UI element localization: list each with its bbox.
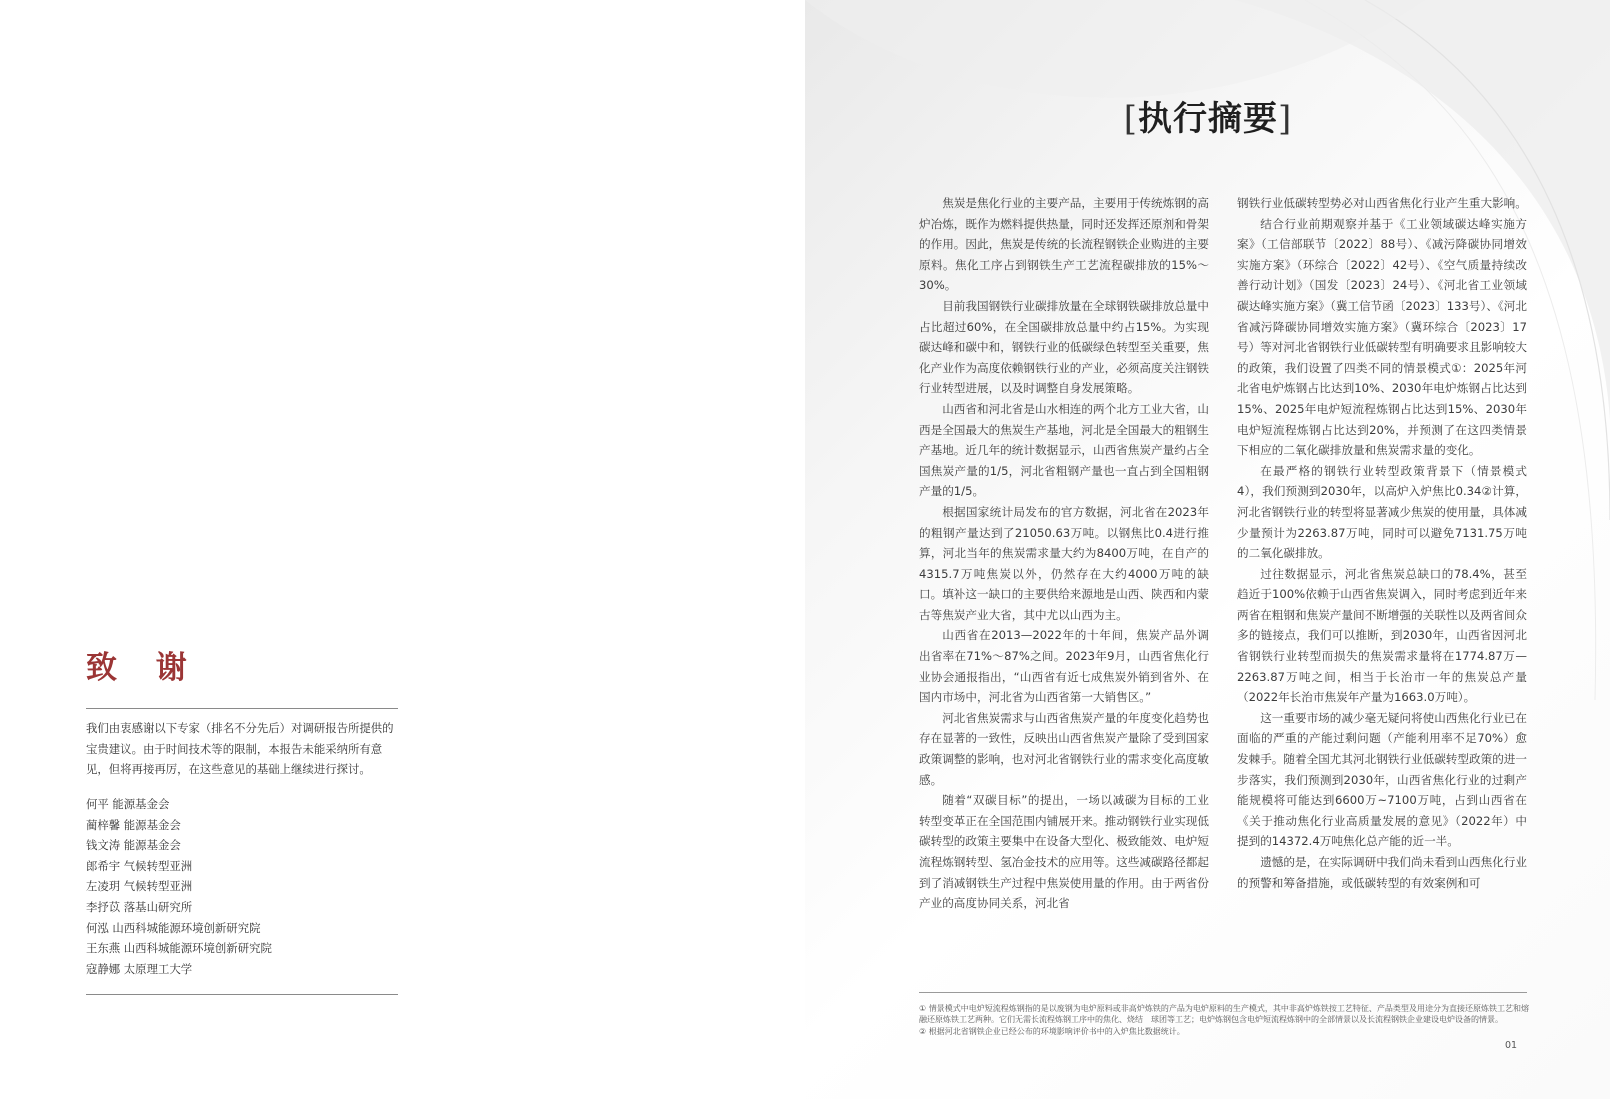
summary-paragraph: 山西省和河北省是山水相连的两个北方工业大省，山西是全国最大的焦炭生产基地，河北是全国最大的粗钢生产基地。近几年的统计数据显示，山西省焦炭产量约占全国焦炭产量的1/5，河北省粗钢产量也一直占到全国粗钢产量的1/5。	[919, 401, 1209, 499]
acknowledgement-title: 致 谢	[86, 650, 201, 686]
summary-paragraph: 焦炭是焦化行业的主要产品，主要用于传统炼钢的高炉冶炼，既作为燃料提供热量，同时还发挥还原剂和骨架的作用。因此，焦炭是传统的长流程钢铁企业购进的主要原料。焦化工序占到钢铁生产工艺流程碳排放的15%～30%。	[919, 196, 1209, 293]
expert-item: 李抒苡 落基山研究所	[86, 899, 193, 914]
summary-paragraph: 过往数据显示，河北省焦炭总缺口的78.4%，甚至趋近于100%依赖于山西省焦炭调入，同时考虑到近年来两省在粗钢和焦炭产量间不断增强的关联性以及两省间众多的链接点，我们可以推断，到2030年，山西省因河北省钢铁行业转型而损失的焦炭需求量将在1774.87万—2263.87万吨之间，相当于长治市一年的焦炭总产量（2022年长治市焦炭年产量为1663.0万吨）。	[1237, 566, 1527, 705]
summary-column-left	[919, 193, 1209, 979]
expert-item: 钱文涛 能源基金会	[86, 838, 181, 853]
footnotes	[919, 1003, 1529, 1037]
page-number: 01	[1505, 1040, 1518, 1051]
expert-item: 郎希宇 气候转型亚洲	[86, 858, 193, 873]
executive-summary-title	[1117, 96, 1299, 142]
footnote: ① 情景模式中电炉短流程炼钢指的是以废钢为电炉原料或非高炉炼铁的产品为电炉原料的生产模式，其中非高炉炼铁按工艺特征、产品类型及用途分为直接还原炼铁工艺和熔融还原炼铁工艺两种。它们无需长流程炼钢工序中的焦化、烧结 球团等工艺；电炉炼钢包含电炉短流程炼钢中的全部情景以及长流程钢铁企业建设电炉设备的情景。	[919, 1004, 1529, 1025]
acknowledgement-top-divider	[86, 708, 398, 709]
expert-list	[86, 794, 402, 979]
title-bracket-close: ]	[1278, 99, 1293, 139]
expert-item: 何泓 山西科城能源环境创新研究院	[86, 920, 261, 935]
summary-paragraph: 遗憾的是，在实际调研中我们尚未看到山西焦化行业的预警和筹备措施，或低碳转型的有效案例和可	[1237, 855, 1527, 890]
acknowledgement-intro: 我们由衷感谢以下专家（排名不分先后）对调研报告所提供的宝贵建议。由于时间技术等的限制，本报告未能采纳所有意见，但将再接再厉，在这些意见的基础上继续进行探讨。	[86, 721, 394, 776]
summary-paragraph: 这一重要市场的减少毫无疑问将使山西焦化行业已在面临的严重的产能过剩问题（产能利用率不足70%）愈发棘手。随着全国尤其河北钢铁行业低碳转型政策的进一步落实，我们预测到2030年，山西省焦化行业的过剩产能规模将可能达到6600万~7100万吨，占到山西省在《关于推动焦化行业高质量发展的意见》（2022年）中提到的14372.4万吨焦化总产能的近一半。	[1237, 710, 1527, 849]
summary-paragraph: 在最严格的钢铁行业转型政策背景下（情景模式4），我们预测到2030年，以高炉入炉焦比0.34②计算，河北省钢铁行业的转型将显著减少焦炭的使用量，具体减少量预计为2263.87万吨，同时可以避免7131.75万吨的二氧化碳排放。	[1237, 463, 1527, 561]
summary-paragraph-continuation: 钢铁行业低碳转型势必对山西省焦化行业产生重大影响。	[1237, 196, 1527, 210]
executive-summary-title-text: 执行摘要	[1138, 99, 1278, 139]
summary-paragraph: 河北省焦炭需求与山西省焦炭产量的年度变化趋势也存在显著的一致性，反映出山西省焦炭产量除了受到国家政策调整的影响，也对河北省钢铁行业的需求变化高度敏感。	[919, 710, 1209, 787]
summary-column-right	[1237, 193, 1527, 979]
title-bracket-open: [	[1123, 99, 1138, 139]
expert-item: 寇静娜 太原理工大学	[86, 961, 193, 976]
summary-paragraph: 随着“双碳目标”的提出，一场以减碳为目标的工业转型变革正在全国范围内铺展开来。推动钢铁行业实现低碳转型的政策主要集中在设备大型化、极致能效、电炉短流程炼钢转型、氢冶金技术的应用等。这些减碳路径都起到了消减钢铁生产过程中焦炭使用量的作用。由于两省份产业的高度协同关系，河北省	[919, 793, 1209, 911]
expert-item: 蔺梓馨 能源基金会	[86, 817, 181, 832]
expert-item: 王东燕 山西科城能源环境创新研究院	[86, 941, 272, 956]
summary-paragraph: 山西省在2013—2022年的十年间，焦炭产品外调出省率在71%～87%之间。2023年9月，山西省焦化行业协会通报指出，“山西省有近七成焦炭外销到省外、在国内市场中，河北省为山西省第一大销售区。”	[919, 628, 1209, 705]
executive-summary-page	[805, 0, 1610, 1099]
expert-item: 左凌玥 气候转型亚洲	[86, 879, 193, 894]
footnote: ② 根据河北省钢铁企业已经公布的环境影响评价书中的入炉焦比数据统计。	[919, 1026, 1185, 1036]
expert-item: 何平 能源基金会	[86, 797, 170, 811]
summary-paragraph: 目前我国钢铁行业碳排放量在全球钢铁碳排放总量中占比超过60%，在全国碳排放总量中约占15%。为实现碳达峰和碳中和，钢铁行业的低碳绿色转型至关重要，焦化产业作为高度依赖钢铁行业的产业，必须高度关注钢铁行业转型进展，以及时调整自身发展策略。	[919, 298, 1209, 396]
summary-paragraph: 结合行业前期观察并基于《工业领域碳达峰实施方案》（工信部联节〔2022〕88号）、《减污降碳协同增效实施方案》（环综合〔2022〕42号）、《空气质量持续改善行动计划》（国发〔2023〕24号）、《河北省工业领域碳达峰实施方案》（冀工信节函〔2023〕133号）、《河北省减污降碳协同增效实施方案》（冀环综合〔2023〕17号）等对河北省钢铁行业低碳转型有明确要求且影响较大的政策，我们设置了四类不同的情景模式①：2025年河北省电炉炼钢占比达到10%、2030年电炉炼钢占比达到15%、2025年电炉短流程炼钢占比达到15%、2030年电炉短流程炼钢占比达到20%，并预测了在这四类情景下相应的二氧化碳排放量和焦炭需求量的变化。	[1237, 216, 1527, 458]
footnote-divider	[919, 992, 1527, 993]
summary-paragraph: 根据国家统计局发布的官方数据，河北省在2023年的粗钢产量达到了21050.63万吨。以钢焦比0.4进行推算，河北当年的焦炭需求量大约为8400万吨，在自产的4315.7万吨焦炭以外，仍然存在大约4000万吨的缺口。填补这一缺口的主要供给来源地是山西、陕西和内蒙古等焦炭产业大省，其中尤以山西为主。	[919, 504, 1209, 622]
acknowledgement-bottom-divider	[86, 994, 398, 995]
